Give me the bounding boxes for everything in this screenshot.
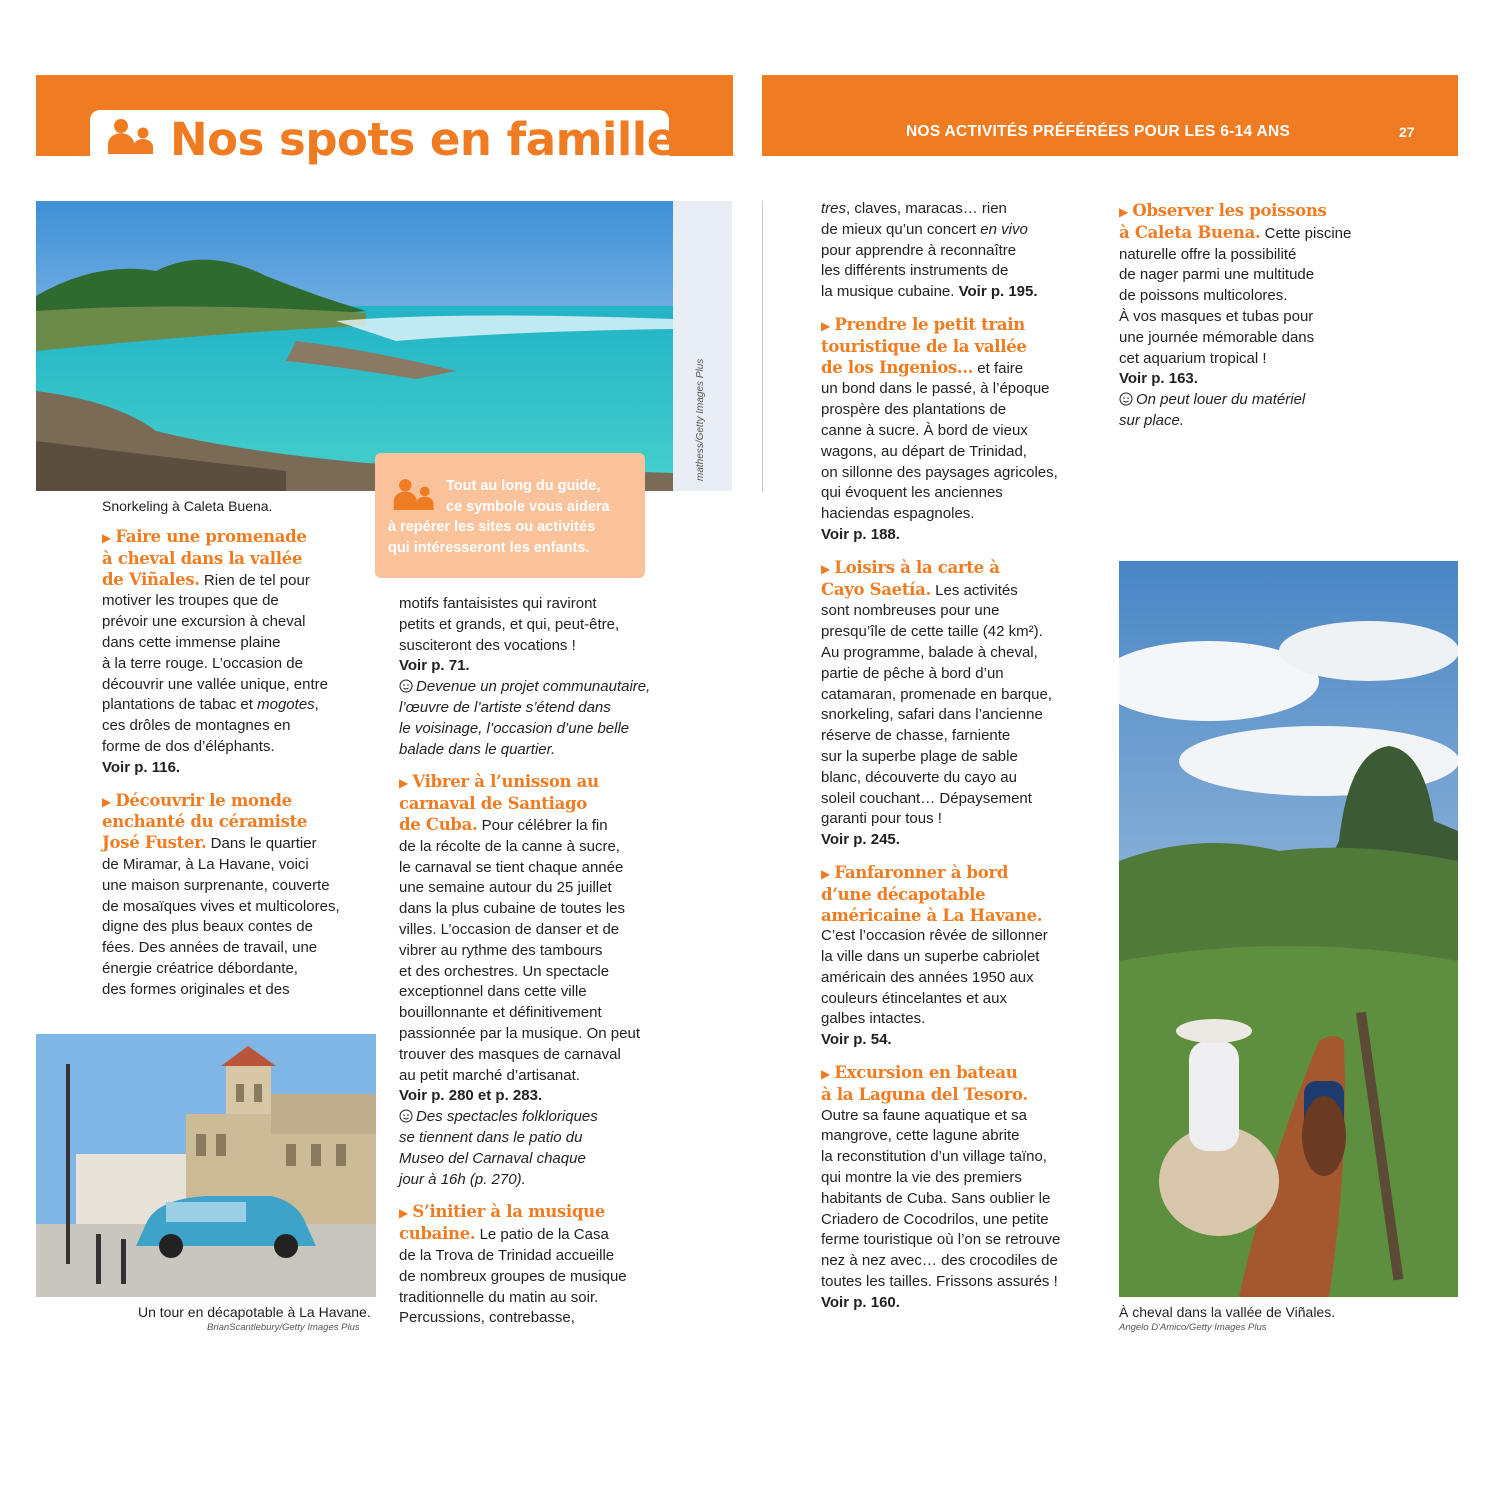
column-2 [399, 594, 684, 1329]
body-text: prospère des plantations de [821, 401, 1007, 419]
body-text: habitants de Cuba. Sans oublier le [821, 1189, 1051, 1207]
tip-text: On peut louer du matériel [1136, 391, 1306, 409]
tip-text: se tiennent dans le patio du [399, 1128, 583, 1146]
body-text: Criadero de Cocodrilos, une petite [821, 1210, 1049, 1228]
body-text: Pour célébrer la fin [481, 816, 608, 834]
body-text: nez à nez avec… des crocodiles de [821, 1252, 1058, 1270]
tip-text: l’œuvre de l’artiste s’étend dans [399, 698, 611, 716]
arrow-icon: ▶ [1119, 205, 1129, 219]
callout-line: qui intéresseront les enfants. [388, 539, 590, 556]
section-heading: cubaine. [399, 1224, 476, 1244]
body-text: Rien de tel pour [203, 571, 310, 589]
body-text: qui montre la vie des premiers [821, 1169, 1022, 1187]
body-text: de mosaïques vives et multicolores, [102, 897, 340, 915]
section-heading: touristique de la vallée [821, 336, 1027, 356]
page-reference: Voir p. 195. [958, 283, 1038, 301]
body-text: la reconstitution d’un village taïno, [821, 1148, 1047, 1166]
body-text: motiver les troupes que de [102, 592, 279, 610]
tip-text: jour à 16h (p. 270). [399, 1170, 526, 1188]
section-heading: Fanfaronner à bord [834, 862, 1009, 882]
body-text: et des orchestres. Un spectacle [399, 962, 610, 980]
body-text: bouillonnante et définitivement [399, 1004, 602, 1022]
arrow-icon: ▶ [102, 794, 112, 809]
tip-text: Devenue un projet communautaire, [416, 678, 651, 696]
section-heading: José Fuster. [102, 833, 207, 853]
body-text: sont nombreuses pour une [821, 602, 1000, 620]
body-text: une journée mémorable dans [1119, 328, 1315, 346]
callout-line: ce symbole vous aidera [446, 498, 610, 515]
photo-credit-havane: BrianScantlebury/Getty Images Plus [207, 1322, 360, 1333]
body-text: au petit marché d’artisanat. [399, 1066, 580, 1084]
body-text: sur la superbe plage de sable [821, 747, 1018, 765]
body-text: snorkeling, safari dans l’ancienne [821, 706, 1043, 724]
tip-text: le voisinage, l’occasion d’une belle [399, 719, 630, 737]
callout-line: à repérer les sites ou activités [388, 519, 596, 535]
body-text: traditionnelle du matin au soir. [399, 1288, 599, 1306]
photo-caption-caleta: Snorkeling à Caleta Buena. [102, 498, 273, 514]
body-text: couleurs étincelantes et aux [821, 989, 1007, 1007]
arrow-icon: ▶ [399, 1206, 409, 1221]
section-heading: à Caleta Buena. [1119, 222, 1261, 242]
body-text: wagons, au départ de Trinidad, [821, 442, 1027, 460]
body-text: un bond dans le passé, à l’époque [821, 380, 1050, 398]
section-heading: Excursion en bateau [834, 1063, 1018, 1083]
page-reference: Voir p. 54. [821, 1031, 892, 1049]
page-reference: Voir p. 116. [102, 758, 181, 776]
column-divider [762, 201, 763, 492]
body-text: vibrer au rythme des tambours [399, 941, 603, 959]
body-text: presqu’île de cette taille (42 km²). [821, 623, 1043, 641]
page-reference: Voir p. 163. [1119, 370, 1198, 388]
body-text: Le patio de la Casa [479, 1226, 609, 1244]
body-text: canne à sucre. À bord de vieux [821, 421, 1028, 439]
body-text: ferme touristique où l’on se retrouve [821, 1231, 1061, 1249]
section-heading: Prendre le petit train [834, 314, 1025, 334]
body-text: la musique cubaine. [821, 283, 959, 301]
arrow-icon: ▶ [821, 866, 831, 881]
photo-caption-havane: Un tour en décapotable à La Havane. [138, 1304, 371, 1320]
body-text: de la récolte de la canne à sucre, [399, 837, 620, 855]
section-heading: S’initier à la musique [412, 1202, 606, 1222]
photo-la-havane [36, 1034, 376, 1297]
body-text: toutes les tailles. Frissons assurés ! [821, 1273, 1058, 1291]
body-text: américain des années 1950 aux [821, 968, 1034, 986]
body-text: fées. Des années de travail, une [102, 939, 318, 957]
body-text: motifs fantaisistes qui raviront [399, 595, 597, 612]
body-text: de nager parmi une multitude [1119, 266, 1315, 284]
family-icon [106, 118, 158, 156]
section-heading: à la Laguna del Tesoro. [821, 1084, 1028, 1104]
section-heading: de los Ingenios… [821, 357, 974, 377]
photo-credit-caleta-strip [673, 201, 732, 491]
body-text: villes. L’occasion de danser et de [399, 920, 620, 938]
body-text: une maison surprenante, couverte [102, 876, 330, 894]
section-heading: américaine à La Havane. [821, 905, 1043, 925]
arrow-icon: ▶ [821, 1067, 831, 1082]
body-text: mogotes [257, 696, 315, 714]
body-text: dans cette immense plaine [102, 633, 281, 651]
child-face-icon [399, 1109, 413, 1123]
body-text: les différents instruments de [821, 262, 1009, 280]
section-heading: carnaval de Santiago [399, 794, 587, 814]
body-text: ces drôles de montagnes en [102, 717, 291, 735]
body-text: petits et grands, et qui, peut-être, [399, 615, 620, 633]
photo-caleta-buena [36, 201, 673, 491]
body-text: de la Trova de Trinidad accueille [399, 1246, 615, 1264]
tip-text: Des spectacles folkloriques [416, 1108, 598, 1126]
photo-vinales [1119, 561, 1458, 1297]
body-text: C’est l’occasion rêvée de sillonner [821, 927, 1048, 945]
body-text: partie de pêche à bord d’un [821, 664, 1004, 682]
body-text: plantations de tabac et [102, 696, 258, 714]
section-heading: Découvrir le monde [115, 790, 292, 810]
section-heading: d’une décapotable [821, 884, 986, 904]
body-text: , claves, maracas… rien [846, 200, 1007, 217]
page-reference: Voir p. 245. [821, 831, 900, 849]
page-reference: Voir p. 188. [821, 525, 900, 543]
body-text: le carnaval se tient chaque année [399, 858, 624, 876]
body-text: pour apprendre à reconnaître [821, 241, 1017, 259]
body-text: des formes originales et des [102, 980, 290, 998]
body-text: qui évoquent les anciennes [821, 484, 1003, 502]
body-text: garanti pour tous ! [821, 810, 942, 828]
body-text: cet aquarium tropical ! [1119, 349, 1267, 367]
child-face-icon [1119, 392, 1133, 406]
body-text: on sillonne des paysages agricoles, [821, 463, 1058, 481]
body-text: Cette piscine [1264, 224, 1352, 242]
body-text: de Miramar, à La Havane, voici [102, 855, 309, 873]
body-text: galbes intactes. [821, 1010, 926, 1028]
body-text: digne des plus beaux contes de [102, 918, 313, 936]
tip-text: balade dans le quartier. [399, 740, 556, 758]
column-4 [1119, 201, 1419, 432]
body-text: prévoir une excursion à cheval [102, 613, 306, 631]
callout-text [388, 476, 638, 558]
body-text: découvrir une vallée unique, entre [102, 675, 328, 693]
section-heading: Cayo Saetía. [821, 579, 931, 599]
body-text: à la terre rouge. L’occasion de [102, 654, 303, 672]
body-text: tres [821, 200, 847, 217]
body-text: Outre sa faune aquatique et sa [821, 1106, 1027, 1124]
header-band-right [762, 75, 1458, 156]
body-text: mangrove, cette lagune abrite [821, 1127, 1020, 1145]
body-text: dans la plus cubaine de toutes les [399, 900, 625, 918]
photo-credit-caleta: mathess/Getty Images Plus [695, 358, 706, 481]
body-text: À vos masques et tubas pour [1119, 307, 1314, 325]
section-heading: Vibrer à l’unisson au [412, 772, 599, 792]
column-1 [102, 527, 372, 1001]
arrow-icon: ▶ [821, 561, 831, 576]
callout-line: Tout au long du guide, [446, 478, 601, 494]
body-text: Dans le quartier [210, 835, 317, 853]
section-heading: Loisirs à la carte à [834, 557, 1000, 577]
body-text: Au programme, balade à cheval, [821, 643, 1038, 661]
child-face-icon [399, 679, 413, 693]
body-text: haciendas espagnoles. [821, 505, 975, 523]
body-text: exceptionnel dans cette ville [399, 983, 587, 1001]
body-text: blanc, découverte du cayo au [821, 768, 1017, 786]
body-text: réserve de chasse, farniente [821, 727, 1011, 745]
body-text: et faire [977, 359, 1024, 377]
body-text: trouver des masques de carnaval [399, 1045, 621, 1063]
arrow-icon: ▶ [399, 776, 409, 791]
section-heading: de Viñales. [102, 569, 200, 589]
body-text: en vivo [980, 220, 1028, 238]
section-heading: à cheval dans la vallée [102, 548, 303, 568]
body-text: une semaine autour du 25 juillet [399, 879, 612, 897]
body-text: de poissons multicolores. [1119, 287, 1288, 305]
section-heading: enchanté du céramiste [102, 812, 308, 832]
page-reference: Voir p. 71. [399, 657, 470, 675]
page-title: Nos spots en famille [170, 113, 677, 166]
photo-credit-vinales: Angelo D'Amico/Getty Images Plus [1119, 1322, 1267, 1333]
section-heading: Faire une promenade [115, 527, 307, 546]
body-text: naturelle offre la possibilité [1119, 245, 1297, 263]
body-text: catamaran, promenade en barque, [821, 685, 1052, 703]
body-text: de mieux qu’un concert [821, 220, 981, 238]
page-number: 27 [1399, 124, 1415, 140]
running-head: NOS ACTIVITÉS PRÉFÉRÉES POUR LES 6-14 ANS [906, 123, 1291, 140]
body-text: passionnée par la musique. On peut [399, 1024, 640, 1042]
arrow-icon: ▶ [102, 531, 112, 545]
body-text: soleil couchant… Dépaysement [821, 789, 1032, 807]
body-text: susciteront des vocations ! [399, 636, 576, 654]
body-text: de nombreux groupes de musique [399, 1267, 627, 1285]
body-text: Les activités [935, 581, 1018, 599]
page-reference: Voir p. 160. [821, 1293, 900, 1311]
body-text: Percussions, contrebasse, [399, 1309, 575, 1327]
page-reference: Voir p. 280 et p. 283. [399, 1087, 543, 1105]
section-heading: de Cuba. [399, 814, 478, 834]
section-heading: Observer les poissons [1132, 201, 1327, 220]
tip-text: sur place. [1119, 411, 1185, 429]
body-text: , [314, 696, 319, 714]
photo-caption-vinales: À cheval dans la vallée de Viñales. [1119, 1304, 1336, 1320]
column-3 [821, 199, 1106, 1314]
body-text: forme de dos d’éléphants. [102, 737, 275, 755]
tip-text: Museo del Carnaval chaque [399, 1149, 586, 1167]
body-text: énergie créatrice débordante, [102, 959, 298, 977]
body-text: la ville dans un superbe cabriolet [821, 948, 1040, 966]
arrow-icon: ▶ [821, 318, 831, 333]
